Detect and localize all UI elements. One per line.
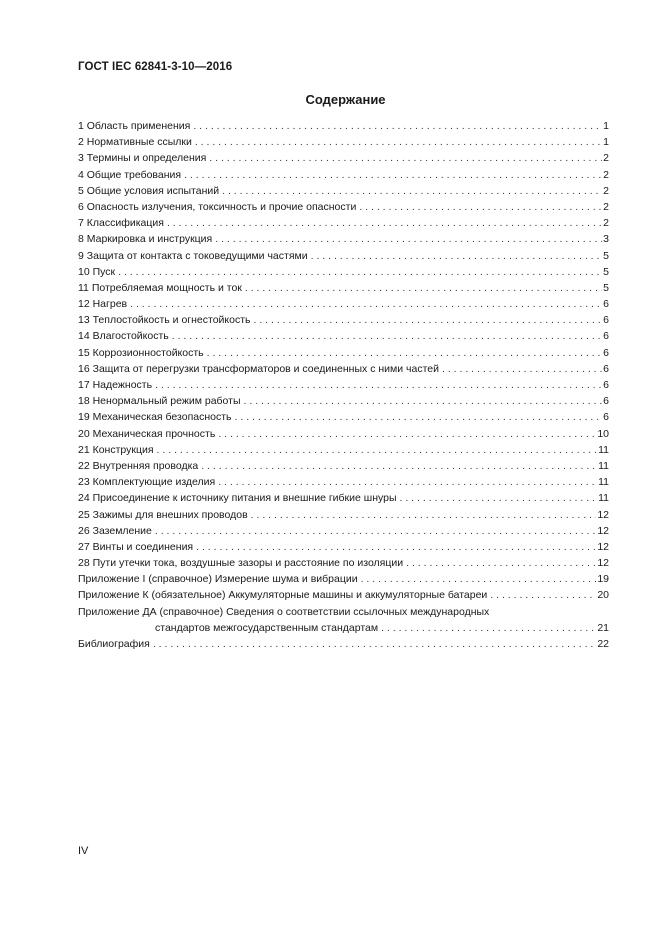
toc-entry[interactable] (78, 474, 609, 490)
dot-leader (201, 458, 597, 474)
toc-entry-text: Библиография (78, 638, 150, 651)
page-number: IV (78, 845, 89, 857)
dot-leader (155, 377, 602, 393)
toc-entry[interactable] (78, 264, 609, 280)
dot-leader (196, 539, 596, 555)
toc-entry-text: 1 Область применения (78, 120, 191, 132)
toc-entry-text: 7 Классификация (78, 217, 164, 230)
toc-entry-page: 12 (597, 540, 609, 553)
toc-entry[interactable] (78, 215, 609, 231)
dot-leader (184, 167, 602, 183)
toc-entry-text: 9 Защита от контакта с токоведущими частями (78, 249, 308, 262)
toc-entry-text: 10 Пуск (78, 265, 116, 278)
toc-entry[interactable] (78, 248, 609, 264)
toc-entry[interactable] (78, 393, 609, 409)
toc-entry[interactable] (78, 587, 609, 603)
toc-entry-page: 10 (597, 427, 609, 440)
toc-entry-page: 6 (603, 411, 609, 424)
toc-entry-page: 20 (597, 589, 609, 602)
dot-leader (153, 636, 596, 652)
toc-entry[interactable] (78, 523, 609, 539)
toc-entry[interactable] (78, 426, 609, 442)
toc-entry-text: 13 Теплостойкость и огнестойкость (78, 314, 251, 327)
toc-entry[interactable] (78, 539, 609, 555)
toc-entry-page: 11 (598, 476, 609, 489)
toc-entry[interactable] (78, 571, 609, 587)
toc-entry-page: 2 (603, 217, 609, 230)
toc-entry-text: 27 Винты и соединения (78, 540, 194, 553)
toc-entry-text: 21 Конструкция (78, 443, 154, 456)
toc-entry[interactable] (78, 280, 609, 296)
toc-entry-text: 26 Заземление (78, 524, 152, 537)
dot-leader (361, 571, 597, 587)
toc-entry-page: 6 (603, 330, 609, 343)
toc-entry-text: 6 Опасность излучения, токсичность и прочие опасности (78, 200, 357, 213)
dot-leader (400, 490, 598, 506)
dot-leader (130, 296, 602, 312)
toc-entry[interactable] (78, 134, 609, 150)
toc-entry[interactable] (78, 167, 609, 183)
toc-entry-page: 11 (598, 459, 609, 472)
toc-entry-text: 17 Надежность (78, 379, 153, 391)
dot-leader (381, 620, 596, 636)
toc-entry-page: 11 (598, 492, 609, 505)
toc-entry-text: 24 Присоединение к источнику питания и внешние гибкие шнуры (78, 492, 397, 505)
dot-leader (359, 199, 602, 215)
toc-entry[interactable] (78, 409, 609, 425)
toc-entry-page: 6 (603, 395, 609, 408)
dot-leader (254, 312, 603, 328)
toc-entry[interactable] (78, 490, 609, 506)
toc-entry-page: 12 (597, 508, 609, 521)
toc-entry-page: 6 (603, 314, 609, 327)
dot-leader (218, 474, 597, 490)
dot-leader (157, 442, 598, 458)
toc-entry-page: 5 (603, 265, 609, 278)
toc-entry-page: 5 (603, 249, 609, 262)
toc-entry-page: 19 (597, 573, 609, 586)
dot-leader (245, 280, 602, 296)
dot-leader (167, 215, 602, 231)
toc-entry[interactable] (78, 345, 609, 361)
dot-leader (215, 231, 602, 247)
dot-leader (218, 426, 596, 442)
toc-entry[interactable] (78, 458, 609, 474)
toc-entry[interactable] (78, 118, 609, 134)
toc-entry-page: 6 (603, 346, 609, 359)
dot-leader (207, 345, 603, 361)
toc-entry-bibliography[interactable] (78, 636, 609, 652)
toc-entry-page: 5 (603, 281, 609, 294)
toc-entry-page: 2 (603, 200, 609, 213)
toc-entry-text: 2 Нормативные ссылки (78, 136, 192, 149)
toc-entry[interactable] (78, 199, 609, 215)
toc-entry-page: 3 (603, 233, 609, 246)
toc-entry-text: Приложение К (обязательное) Аккумуляторные машины и аккумуляторные батареи (78, 589, 488, 602)
toc-entry-page: 6 (603, 379, 609, 391)
toc-entry[interactable] (78, 361, 609, 377)
dot-leader (118, 264, 602, 280)
dot-leader (490, 587, 596, 603)
toc-entry[interactable] (78, 377, 609, 393)
toc-entry[interactable] (78, 183, 609, 199)
toc-entry-text: 28 Пути утечки тока, воздушные зазоры и расстояние по изоляции (78, 557, 404, 570)
document-header: ГОСТ IEC 62841-3-10—2016 (78, 61, 233, 73)
toc-entry-text: 15 Коррозионностойкость (78, 346, 204, 359)
toc-entry[interactable] (78, 555, 609, 571)
toc-entry-text: 11 Потребляемая мощность и ток (78, 281, 242, 294)
toc-entry-page: 2 (603, 168, 609, 181)
toc-entry-page: 2 (603, 184, 609, 197)
table-of-contents (78, 118, 609, 652)
dot-leader (172, 328, 602, 344)
toc-entry-text: 22 Внутренняя проводка (78, 459, 199, 472)
toc-entry-text: 25 Зажимы для внешних проводов (78, 508, 248, 521)
dot-leader (222, 183, 602, 199)
toc-entry-page: 11 (598, 443, 609, 456)
dot-leader (442, 361, 602, 377)
toc-entry[interactable] (78, 442, 609, 458)
toc-entry[interactable] (78, 296, 609, 312)
toc-entry-text: 14 Влагостойкость (78, 330, 169, 343)
toc-entry[interactable] (78, 312, 609, 328)
toc-entry-text: 3 Термины и определения (78, 152, 207, 165)
toc-entry-text: Приложение ДА (справочное) Сведения о соответствии ссылочных международных (78, 605, 490, 618)
toc-entry-text: 4 Общие требования (78, 168, 182, 181)
toc-entry[interactable] (78, 328, 609, 344)
toc-entry[interactable] (78, 150, 609, 166)
dot-leader (311, 248, 603, 264)
dot-leader (195, 134, 602, 150)
toc-entry-text: 23 Комплектующие изделия (78, 476, 216, 489)
toc-entry-text: 20 Механическая прочность (78, 427, 216, 440)
dot-leader (193, 118, 602, 134)
toc-entry-text: 5 Общие условия испытаний (78, 184, 220, 197)
dot-leader (244, 393, 603, 409)
toc-entry-text: 8 Маркировка и инструкция (78, 233, 213, 246)
toc-entry-text: 12 Нагрев (78, 298, 128, 311)
toc-entry[interactable] (78, 231, 609, 247)
toc-entry-page: 12 (597, 524, 609, 537)
toc-entry-page: 6 (603, 298, 609, 311)
toc-entry-text-continued: стандартов межгосударственным стандартам (155, 621, 379, 634)
toc-entry-annex-da[interactable] (78, 604, 609, 636)
toc-entry-text: Приложение I (справочное) Измерение шума и вибрации (78, 573, 358, 586)
toc-entry-page: 2 (603, 152, 609, 165)
toc-entry-page: 12 (597, 557, 609, 570)
toc-entry-text: 16 Защита от перегрузки трансформаторов и соединенных с ними частей (78, 362, 439, 375)
dot-leader (406, 555, 596, 571)
toc-entry-text: 19 Механическая безопасность (78, 411, 232, 424)
toc-entry[interactable] (78, 507, 609, 523)
dot-leader (209, 150, 602, 166)
dot-leader (155, 523, 596, 539)
toc-entry-page: 6 (603, 362, 609, 375)
toc-entry-page: 1 (603, 136, 609, 149)
toc-entry-page: 22 (597, 638, 609, 651)
toc-entry-text: 18 Ненормальный режим работы (78, 395, 241, 408)
toc-entry-page: 21 (597, 621, 609, 634)
dot-leader (235, 409, 603, 425)
toc-entry-page: 1 (603, 120, 609, 132)
page-title: Содержание (305, 92, 386, 107)
dot-leader (251, 507, 597, 523)
